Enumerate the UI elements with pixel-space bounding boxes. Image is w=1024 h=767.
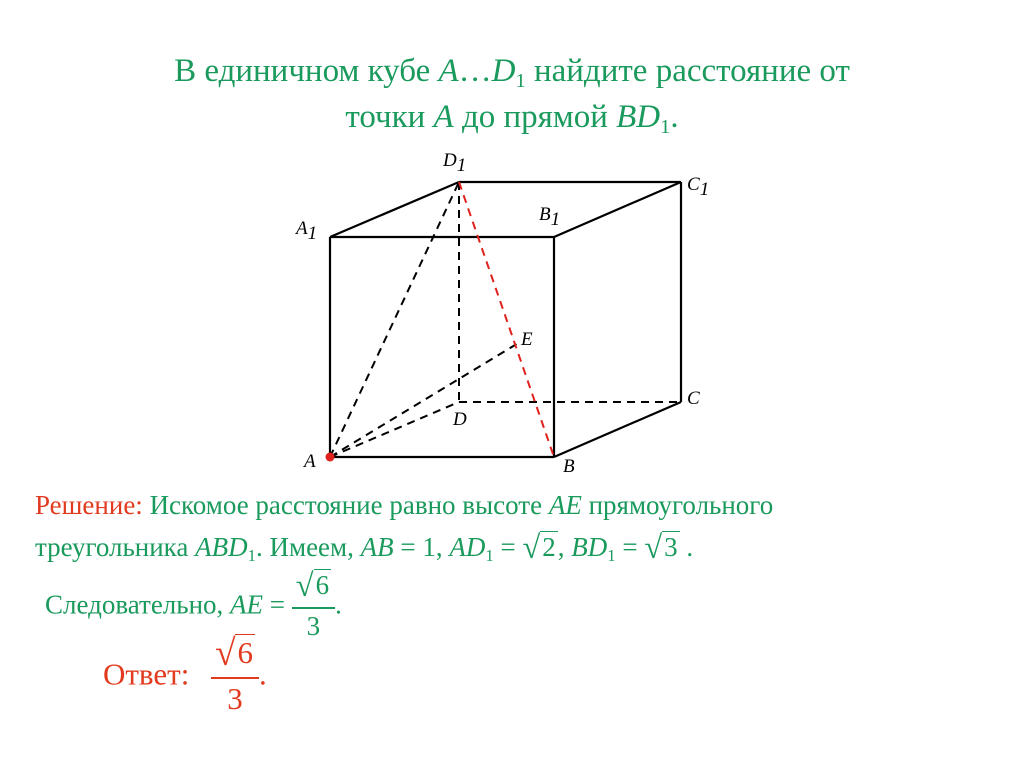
label-b1: B1 — [539, 204, 561, 230]
label-e: E — [521, 329, 533, 350]
label-b: B — [563, 456, 575, 477]
label-d: D — [453, 409, 467, 430]
edge-c1-b1 — [554, 182, 681, 237]
conclusion-line: Следовательно, AE = $\frac{√6}{3}$ . — [45, 568, 342, 641]
sqrt-3: √3 — [644, 530, 678, 566]
label-a: A — [304, 451, 316, 472]
problem-title-line-1: В единичном кубе $A\dots D_1$ найдите расстояние от — [174, 53, 850, 93]
sqrt-2: √2 — [522, 530, 556, 566]
problem-title-line-2: точки A до прямой $BD_1$. — [345, 99, 679, 139]
solution-line-1: Решение: Искомое расстояние равно высоте AE прямоугольного — [35, 490, 774, 520]
label-c1: C1 — [687, 174, 710, 200]
answer-fraction: $\frac{√6}{3}$ — [211, 632, 259, 717]
answer-line: Ответ: $\frac{√6}{3}$ . — [103, 633, 267, 716]
edge-a1-d1 — [330, 182, 459, 237]
label-d1: D1 — [443, 150, 467, 176]
solution-line-2: треугольника $ABD_1$. Имеем, AB = 1, $AD_1 = √2$, $BD_1 = √3$ . — [35, 530, 694, 566]
solution-label: Решение: — [35, 490, 143, 520]
edge-c-b — [554, 402, 681, 457]
edge-a-d — [330, 402, 459, 457]
segment-a-d1 — [330, 182, 459, 457]
answer-label: Ответ: — [103, 656, 190, 692]
label-a1: A1 — [296, 218, 318, 244]
segment-a-e — [330, 342, 520, 457]
point-a-marker — [326, 453, 335, 462]
fraction-sqrt6-over-3: $\frac{√6}{3}$ — [292, 568, 335, 642]
label-c: C — [687, 388, 700, 409]
